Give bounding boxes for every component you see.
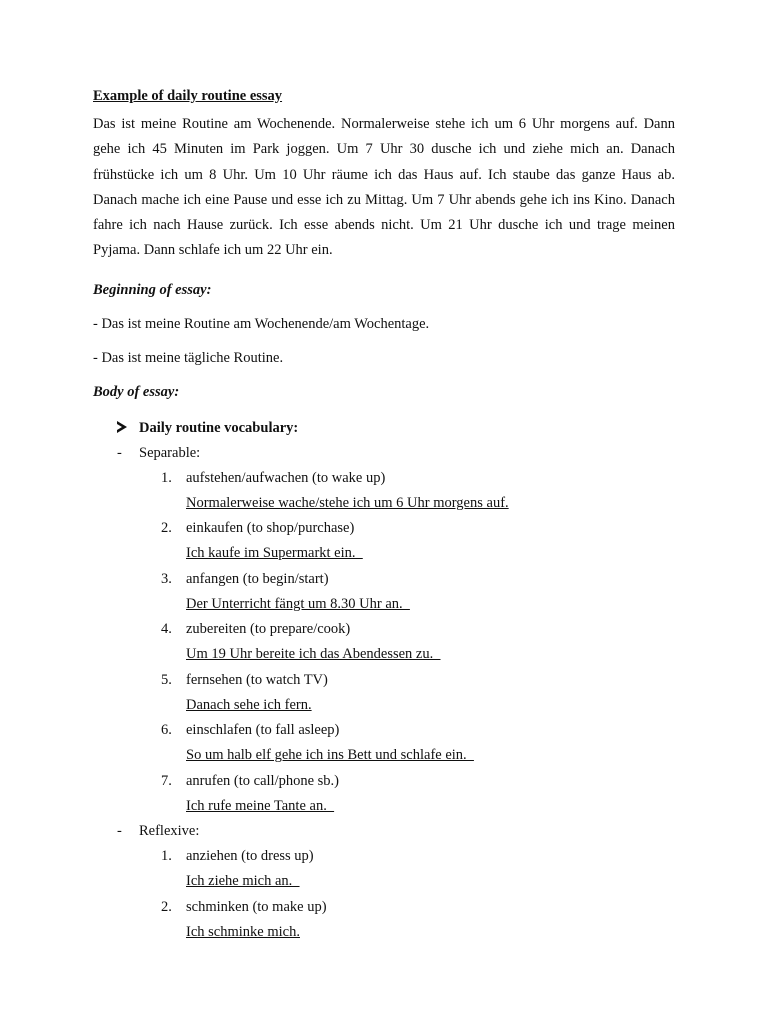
dash-bullet: - [117,823,122,840]
list-item [93,468,675,493]
item-example [93,871,675,897]
item-example [93,796,675,822]
document-title: Example of daily routine essay [93,88,283,104]
item-number: 3. [161,570,172,587]
item-verb: schminken (to make up) [186,898,327,915]
item-number: 4. [161,621,172,638]
item-number: 5. [161,671,172,688]
example-text: Ich schminke mich. [186,923,300,940]
vocab-heading: Daily routine vocabulary: [139,419,299,436]
document-page [93,86,675,947]
example-text: Ich ziehe mich an. [186,873,300,890]
item-example [93,745,675,771]
body-heading: Body of essay: [93,383,180,400]
example-text: Der Unterricht fängt um 8.30 Uhr an. [186,595,410,612]
beginning-line: - Das ist meine tägliche Routine. [93,349,284,366]
example-text: So um halb elf gehe ich ins Bett und schlafe ein. [186,747,474,764]
arrow-bullet-icon [117,421,127,433]
item-example [93,594,675,620]
example-text: Um 19 Uhr bereite ich das Abendessen zu. [186,646,441,663]
separable-label: Separable: [139,444,201,461]
item-verb: anrufen (to call/phone sb.) [186,772,340,789]
reflexive-label: Reflexive: [139,823,200,840]
list-item [93,670,675,695]
separable-list [93,468,675,822]
beginning-line: - Das ist meine Routine am Wochenende/am Wochentage. [93,315,430,332]
example-text: Ich kaufe im Supermarkt ein. [186,545,363,562]
reflexive-row [93,821,675,846]
item-example [93,493,675,519]
separable-row [93,443,675,468]
list-item [93,846,675,871]
beginning-heading: Beginning of essay: [93,281,212,298]
example-text: Normalerweise wache/stehe ich um 6 Uhr morgens auf. [186,494,509,511]
item-number: 6. [161,722,172,739]
item-number: 1. [161,469,172,486]
item-example [93,543,675,569]
list-item [93,569,675,594]
dash-bullet: - [117,444,122,461]
item-example [93,695,675,721]
list-item [93,619,675,644]
list-item [93,518,675,543]
item-verb: zubereiten (to prepare/cook) [186,621,351,638]
item-verb: einschlafen (to fall asleep) [186,722,340,739]
vocab-heading-row [93,418,675,443]
example-text: Danach sehe ich fern. [186,696,312,713]
reflexive-list [93,846,675,947]
item-example [93,922,675,948]
item-example [93,644,675,670]
item-number: 7. [161,772,172,789]
item-verb: fernsehen (to watch TV) [186,671,328,688]
example-paragraph: Das ist meine Routine am Wochenende. Normalerweise stehe ich um 6 Uhr morgens auf. Dann gehe ich 45 Minuten im Park joggen. Um 7 Uhr 30 dusche ich und ziehe mich an. Danach frühstücke ich um 8 Uhr. Um 10 Uhr räume ich das Haus auf. Ich staube das ganze Haus ab. Danach mache ich eine Pause und esse ich zu Mittag. Um 7 Uhr abends gehe ich ins Kino. Danach fahre ich nach Hause zurück. Ich esse abends nicht. Um 21 Uhr dusche ich und trage meinen Pyjama. Dann schlafe ich um 22 Uhr ein. [93,116,675,259]
example-text: Ich rufe meine Tante an. [186,797,335,814]
item-number: 2. [161,898,172,915]
list-item [93,771,675,796]
item-number: 1. [161,848,172,865]
list-item [93,720,675,745]
item-number: 2. [161,520,172,537]
list-item [93,897,675,922]
item-verb: anziehen (to dress up) [186,848,314,865]
item-verb: einkaufen (to shop/purchase) [186,520,355,537]
item-verb: anfangen (to begin/start) [186,570,329,587]
item-verb: aufstehen/aufwachen (to wake up) [186,469,386,486]
